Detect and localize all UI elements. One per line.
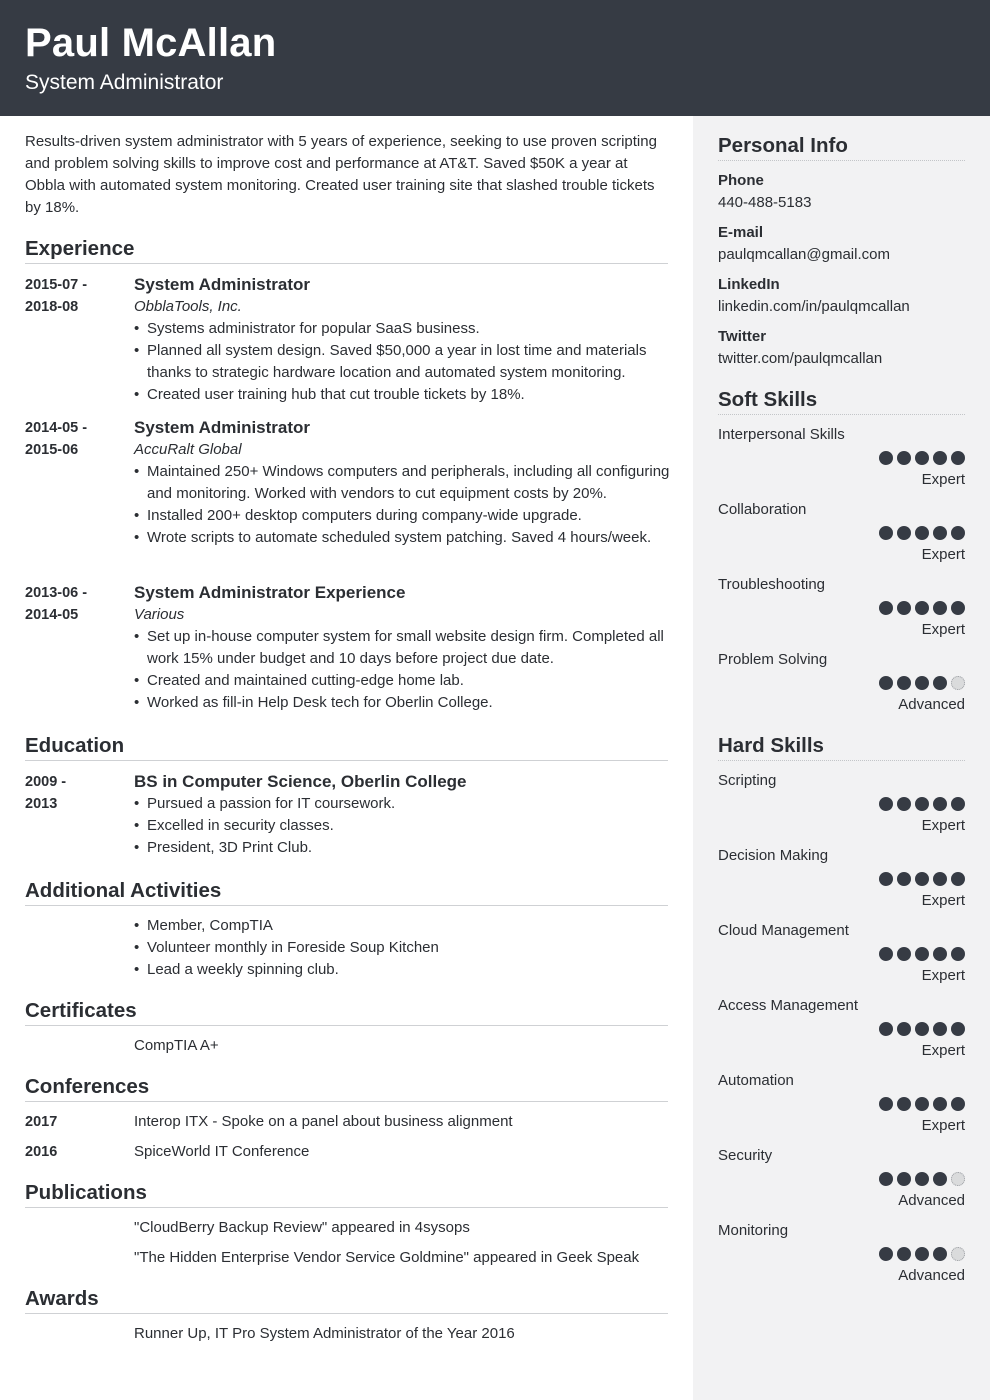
rating-dot-filled [879, 1097, 893, 1111]
rating-dot-filled [933, 1172, 947, 1186]
job-title: System Administrator Experience [134, 583, 406, 602]
conferences-heading: Conferences [25, 1074, 668, 1102]
skill-rating [879, 797, 965, 811]
bullet-item: • Volunteer monthly in Foreside Soup Kitchen [134, 937, 670, 959]
skill-rating [879, 1097, 965, 1111]
bullet-item: • Excelled in security classes. [134, 815, 670, 837]
job-company: Various [134, 606, 185, 623]
rating-dot-filled [951, 797, 965, 811]
job-bullets [134, 318, 670, 406]
job-bullets [134, 461, 670, 549]
rating-dot-filled [915, 1247, 929, 1261]
bullet-item: • Created user training hub that cut trouble tickets by 18%. [134, 384, 670, 406]
skill-rating [879, 676, 965, 690]
rating-dot-filled [915, 947, 929, 961]
bullet-item: • Set up in-house computer system for small website design firm. Completed all work 15% under budget and 10 days before project due date. [134, 626, 670, 670]
twitter-value: twitter.com/paulqmcallan [718, 350, 883, 367]
rating-dot-filled [915, 1097, 929, 1111]
skill-rating [879, 526, 965, 540]
rating-dot-filled [897, 601, 911, 615]
rating-dot-filled [897, 1247, 911, 1261]
skill-rating [879, 1172, 965, 1186]
rating-dot-filled [951, 1022, 965, 1036]
rating-dot-filled [933, 797, 947, 811]
skill-name: Cloud Management [718, 922, 849, 939]
rating-dot-filled [897, 676, 911, 690]
rating-dot-filled [933, 1247, 947, 1261]
rating-dot-filled [915, 601, 929, 615]
rating-dot-filled [879, 947, 893, 961]
job-bullets [134, 626, 670, 714]
linkedin-value: linkedin.com/in/paulqmcallan [718, 298, 910, 315]
bullet-item: • Created and maintained cutting-edge home lab. [134, 670, 670, 692]
skill-name: Troubleshooting [718, 576, 826, 593]
rating-dot-filled [933, 947, 947, 961]
rating-dot-filled [897, 526, 911, 540]
rating-dot-filled [915, 451, 929, 465]
skill-item [718, 920, 965, 992]
job-company: ObblaTools, Inc. [134, 298, 242, 315]
skill-name: Monitoring [718, 1222, 789, 1239]
rating-dot-filled [897, 1172, 911, 1186]
skill-level: Expert [921, 892, 965, 909]
skill-name: Decision Making [718, 847, 829, 864]
skill-level: Expert [921, 1117, 965, 1134]
bullet-item: • Planned all system design. Saved $50,000 a year in lost time and materials thanks to strategic hardware location and automated system monitoring. [134, 340, 670, 384]
bullet-item: • Wrote scripts to automate scheduled system patching. Saved 4 hours/week. [134, 527, 670, 549]
skill-item [718, 995, 965, 1067]
rating-dot-filled [879, 797, 893, 811]
rating-dot-filled [915, 1022, 929, 1036]
bullet-item: • Pursued a passion for IT coursework. [134, 793, 670, 815]
skill-item [718, 574, 965, 646]
rating-dot-filled [933, 1097, 947, 1111]
rating-dot-filled [897, 451, 911, 465]
entry-date: 2009 - 2013 [25, 774, 67, 812]
rating-dot-filled [933, 526, 947, 540]
skill-item [718, 649, 965, 721]
skill-name: Automation [718, 1072, 794, 1089]
skill-item [718, 845, 965, 917]
rating-dot-filled [897, 1097, 911, 1111]
rating-dot-empty [951, 676, 965, 690]
bullet-item: • President, 3D Print Club. [134, 837, 670, 859]
rating-dot-filled [933, 1022, 947, 1036]
rating-dot-filled [879, 1022, 893, 1036]
candidate-role: System Administrator [25, 71, 224, 94]
summary: Results-driven system administrator with 5 years of experience, seeking to use proven scripting and problem solving skills to improve cost and performance at AT&T. Saved $50K a year at Obbla with automated system monitoring. Created user training site that slashed trouble tickets by 18%. [25, 133, 657, 216]
rating-dot-filled [879, 526, 893, 540]
bullet-item: • Maintained 250+ Windows computers and peripherals, including all configuring and monitoring. Worked with vendors to cut equipment costs by 20%. [134, 461, 670, 505]
rating-dot-empty [951, 1247, 965, 1261]
rating-dot-filled [879, 1172, 893, 1186]
rating-dot-filled [951, 601, 965, 615]
resume-header [0, 0, 990, 116]
bullet-item: • Lead a weekly spinning club. [134, 959, 670, 981]
rating-dot-filled [879, 872, 893, 886]
rating-dot-empty [951, 1172, 965, 1186]
skill-rating [879, 947, 965, 961]
skill-level: Expert [921, 817, 965, 834]
personal-info-heading: Personal Info [718, 133, 965, 161]
hard-skills-heading: Hard Skills [718, 733, 965, 761]
bullet-item: • Worked as fill-in Help Desk tech for Oberlin College. [134, 692, 670, 714]
awards-heading: Awards [25, 1286, 668, 1314]
skill-level: Expert [921, 471, 965, 488]
rating-dot-filled [951, 1097, 965, 1111]
bullet-item: • Member, CompTIA [134, 915, 670, 937]
rating-dot-filled [951, 947, 965, 961]
rating-dot-filled [897, 1022, 911, 1036]
rating-dot-filled [933, 676, 947, 690]
skill-level: Advanced [898, 696, 965, 713]
entry-date: 2015-07 - 2018-08 [25, 277, 88, 315]
skill-level: Expert [921, 546, 965, 563]
job-company: AccuRalt Global [134, 441, 242, 458]
entry-date: 2013-06 - 2014-05 [25, 585, 88, 623]
skill-name: Scripting [718, 772, 777, 789]
skill-rating [879, 601, 965, 615]
skill-item [718, 1145, 965, 1217]
rating-dot-filled [915, 872, 929, 886]
skill-rating [879, 872, 965, 886]
rating-dot-filled [951, 451, 965, 465]
rating-dot-filled [915, 526, 929, 540]
soft-skills-heading: Soft Skills [718, 387, 965, 415]
skill-level: Expert [921, 621, 965, 638]
candidate-name: Paul McAllan [25, 21, 277, 65]
skill-level: Advanced [898, 1192, 965, 1209]
phone-value: 440-488-5183 [718, 194, 812, 211]
skill-name: Problem Solving [718, 651, 828, 668]
skill-rating [879, 451, 965, 465]
publications-heading: Publications [25, 1180, 668, 1208]
rating-dot-filled [951, 872, 965, 886]
skill-level: Expert [921, 967, 965, 984]
education-heading: Education [25, 733, 668, 761]
skill-level: Expert [921, 1042, 965, 1059]
experience-heading: Experience [25, 236, 668, 264]
rating-dot-filled [915, 676, 929, 690]
job-title: System Administrator [134, 418, 311, 437]
education-bullets [134, 793, 670, 859]
skill-item [718, 1220, 965, 1292]
main-column: Results-driven system administrator with 5 years of experience, seeking to use proven scripting and problem solving skills to improve cost and performance at AT&T. Saved $50K a year at Obbla with automated system monitoring. Created user training site that slashed trouble tickets by 18%. Experience 2015-07 - 2018-08 System Administrator ObblaTools, Inc. • Systems administrator for popular SaaS business. • Planned all system design. Saved $50,000 a year in lost time and materials thanks to strategic hardware location and automated system monitoring. • Created user training hub that cut trouble tickets by 18%. 2014-05 - 2015-06 System Administrator AccuRalt Global • Maintained 250+ Windows computers and peripherals, including all configuring and monitoring. Worked with vendors to cut equipment costs by 20%. • Installed 200+ desktop computers during company-wide upgrade. • Wrote scripts to automate scheduled system patching. Saved 4 hours/week. 2013-06 - 2014-05 System Administrator Experience Various • Set up in-house computer system for small website design firm. Completed all work 15% under budget and 10 days before project due date. • Created and maintained cutting-edge home lab. • Worked as fill-in Help Desk tech for Oberlin College. Education 2009 - 2013 BS in Computer Science, Oberlin College • Pursued a passion for IT coursework. • Excelled in security classes. • President, 3D Print Club. Additional Activities • Member, CompTIA • Volunteer monthly in Foreside Soup Kitchen • Lead a weekly spinning club. Certificates CompTIA A+ Conferences 2017 Interop ITX - Spoke on a panel about business alignment 2016 SpiceWorld IT Conference Publications "CloudBerry Backup Review" appeared in 4sysops "The Hidden Enterprise Vendor Service Goldmine" appeared in Geek Speak Awards Runner Up, IT Pro System Administrator of the Year 2016 [0, 116, 693, 1400]
linkedin-label: LinkedIn [718, 276, 780, 293]
twitter-label: Twitter [718, 328, 767, 345]
rating-dot-filled [879, 601, 893, 615]
rating-dot-filled [879, 451, 893, 465]
skill-name: Security [718, 1147, 773, 1164]
certificates-heading: Certificates [25, 998, 668, 1026]
skill-item [718, 1070, 965, 1142]
rating-dot-filled [879, 676, 893, 690]
rating-dot-filled [897, 797, 911, 811]
skill-item [718, 499, 965, 571]
email-value: paulqmcallan@gmail.com [718, 246, 890, 263]
activities-bullets [134, 915, 670, 981]
rating-dot-filled [897, 947, 911, 961]
job-title: System Administrator [134, 275, 311, 294]
skill-rating [879, 1247, 965, 1261]
rating-dot-filled [933, 451, 947, 465]
skill-name: Collaboration [718, 501, 807, 518]
rating-dot-filled [897, 872, 911, 886]
bullet-item: • Installed 200+ desktop computers during company-wide upgrade. [134, 505, 670, 527]
entry-date: 2014-05 - 2015-06 [25, 420, 88, 458]
skill-item [718, 424, 965, 496]
skill-name: Access Management [718, 997, 859, 1014]
rating-dot-filled [879, 1247, 893, 1261]
skill-rating [879, 1022, 965, 1036]
sidebar [693, 116, 990, 1400]
skill-item [718, 770, 965, 842]
rating-dot-filled [933, 601, 947, 615]
rating-dot-filled [951, 526, 965, 540]
email-label: E-mail [718, 224, 764, 241]
rating-dot-filled [915, 1172, 929, 1186]
bullet-item: • Systems administrator for popular SaaS business. [134, 318, 670, 340]
rating-dot-filled [915, 797, 929, 811]
rating-dot-filled [933, 872, 947, 886]
activities-heading: Additional Activities [25, 878, 668, 906]
degree-title: BS in Computer Science, Oberlin College [134, 772, 467, 791]
phone-label: Phone [718, 172, 764, 189]
skill-name: Interpersonal Skills [718, 426, 845, 443]
skill-level: Advanced [898, 1267, 965, 1284]
